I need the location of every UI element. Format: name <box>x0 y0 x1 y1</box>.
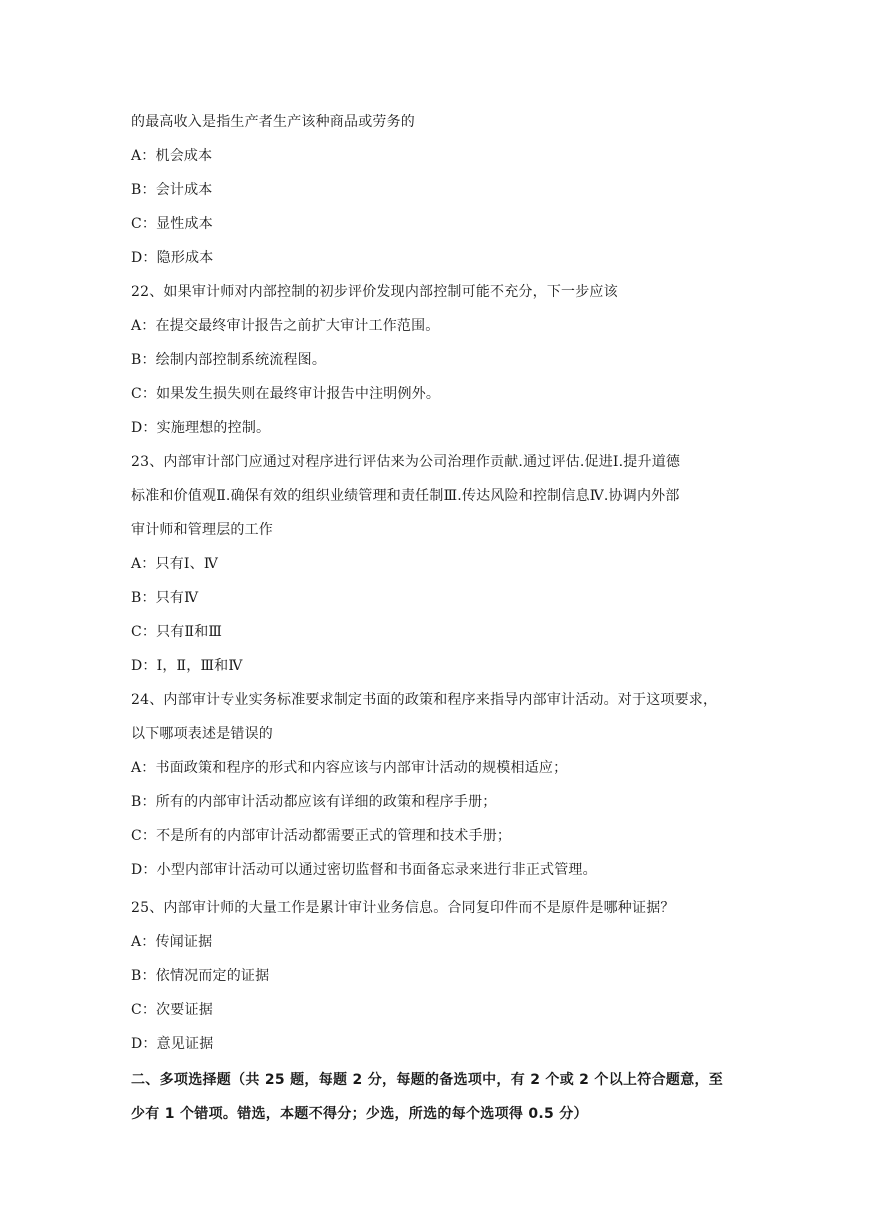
q21-stem-tail: 的最高收入是指生产者生产该种商品或劳务的 <box>131 114 415 130</box>
q22-option-c: C：如果发生损失则在最终审计报告中注明例外。 <box>131 386 441 402</box>
q24-stem-line-2: 以下哪项表述是错误的 <box>131 726 273 742</box>
q23-option-c: C：只有Ⅱ和Ⅲ <box>131 624 223 640</box>
q21-option-c: C：显性成本 <box>131 216 213 232</box>
q22-option-d: D：实施理想的控制。 <box>131 420 271 436</box>
q25-option-b: B：依情况而定的证据 <box>131 968 270 984</box>
q21-option-d: D：隐形成本 <box>131 250 214 266</box>
q21-option-a: A：机会成本 <box>131 148 213 164</box>
q23-stem-line-1: 23、内部审计部门应通过对程序进行评估来为公司治理作贡献.通过评估.促进Ⅰ.提升道德 <box>131 454 681 470</box>
q23-stem-line-2: 标准和价值观Ⅱ.确保有效的组织业绩管理和责任制Ⅲ.传达风险和控制信息Ⅳ.协调内外部 <box>131 488 680 504</box>
q25-option-c: C：次要证据 <box>131 1002 213 1018</box>
q24-option-b: B：所有的内部审计活动都应该有详细的政策和程序手册； <box>131 794 497 810</box>
q24-option-a: A：书面政策和程序的形式和内容应该与内部审计活动的规模相适应； <box>131 760 568 776</box>
q25-option-a: A：传闻证据 <box>131 934 213 950</box>
q25-option-d: D：意见证据 <box>131 1036 214 1052</box>
q24-option-d: D：小型内部审计活动可以通过密切监督和书面备忘录来进行非正式管理。 <box>131 862 597 878</box>
section2-heading-line-1: 二、多项选择题（共 25 题，每题 2 分，每题的备选项中，有 2 个或 2 个以上符合题意，至 <box>131 1072 724 1088</box>
q25-stem: 25、内部审计师的大量工作是累计审计业务信息。合同复印件而不是原件是哪种证据？ <box>131 900 675 916</box>
q22-option-b: B：绘制内部控制系统流程图。 <box>131 352 327 368</box>
q23-option-d: D：Ⅰ，Ⅱ，Ⅲ和Ⅳ <box>131 658 243 674</box>
q22-option-a: A：在提交最终审计报告之前扩大审计工作范围。 <box>131 318 440 334</box>
q21-option-b: B：会计成本 <box>131 182 213 198</box>
q23-option-a: A：只有Ⅰ、Ⅳ <box>131 556 219 572</box>
section2-heading-line-2: 少有 1 个错项。错选，本题不得分；少选，所选的每个选项得 0.5 分） <box>131 1106 588 1122</box>
q23-stem-line-3: 审计师和管理层的工作 <box>131 522 273 538</box>
q22-stem: 22、如果审计师对内部控制的初步评价发现内部控制可能不充分，下一步应该 <box>131 284 618 300</box>
q23-option-b: B：只有Ⅳ <box>131 590 199 606</box>
q24-option-c: C：不是所有的内部审计活动都需要正式的管理和技术手册； <box>131 828 512 844</box>
q24-stem-line-1: 24、内部审计专业实务标准要求制定书面的政策和程序来指导内部审计活动。对于这项要求， <box>131 692 718 708</box>
